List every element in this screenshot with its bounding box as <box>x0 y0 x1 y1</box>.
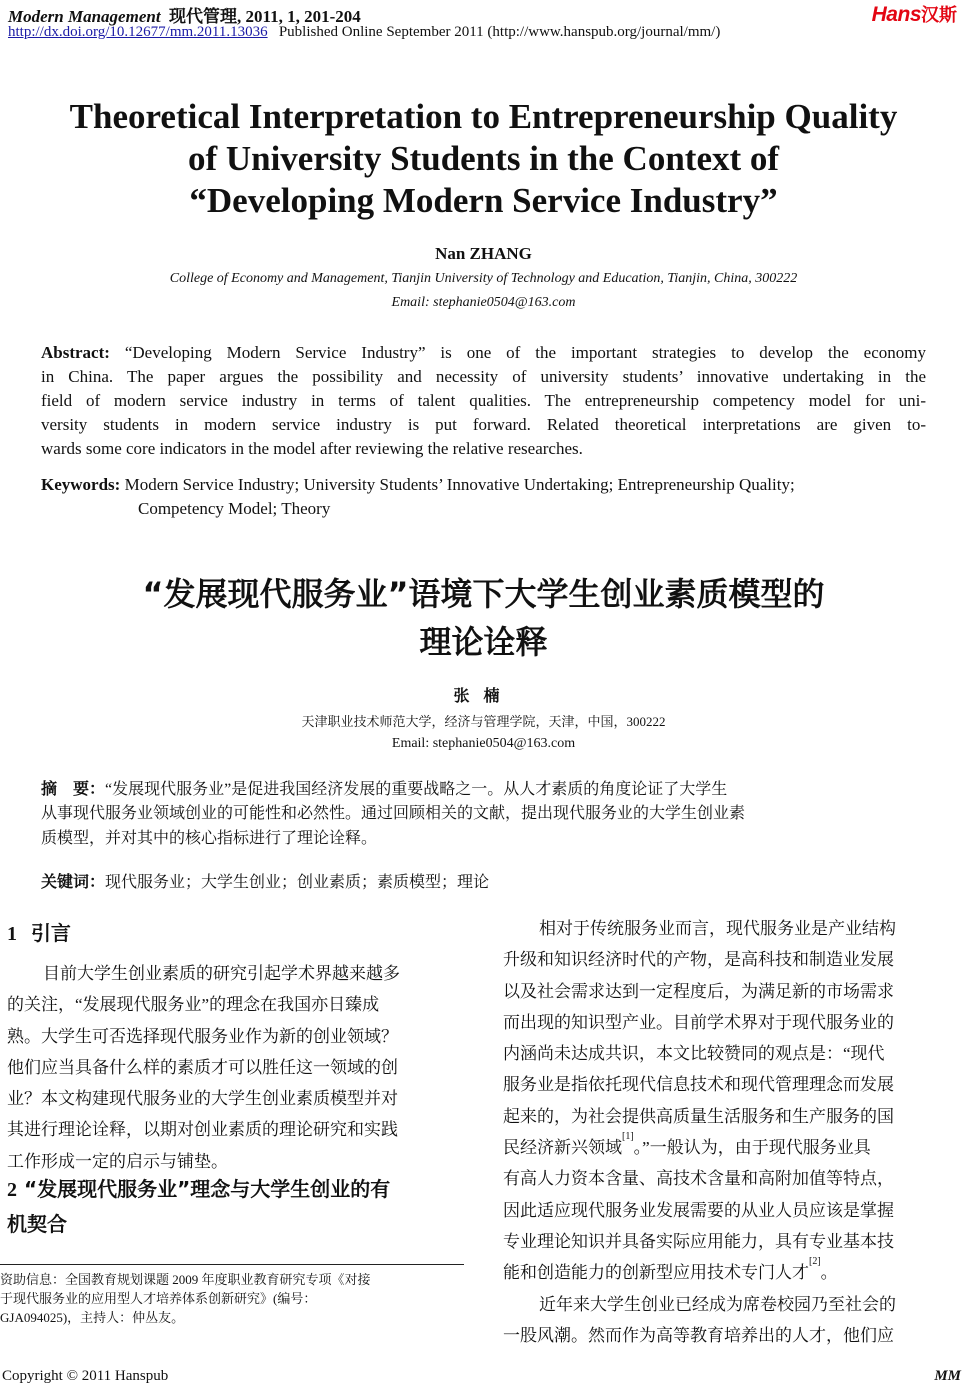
section-number: 2 <box>7 1179 17 1201</box>
footnote-line: 于现代服务业的应用型人才培养体系创新研究》(编号： <box>0 1291 317 1306</box>
abstract-line: versity students in modern service industry is put forward. Related theoretical interpretations are given to- <box>41 415 926 434</box>
heading-line <box>7 1172 467 1207</box>
body-line: 的关注，“发展现代服务业”的理念在我国亦日臻成 <box>7 995 380 1015</box>
abstract-en <box>41 341 926 461</box>
body-line: 内涵尚未达成共识，本文比较赞同的观点是：“现代 <box>503 1044 885 1064</box>
citation-ref[interactable]: [1] <box>622 1131 634 1143</box>
published-info: Published Online September 2011 (http://www.hanspub.org/journal/mm/) <box>278 24 721 40</box>
abstract-line: field of modern service industry in terms of talent qualities. The entrepreneurship competency model for uni- <box>41 391 926 410</box>
hans-logo <box>872 1 957 27</box>
body-text: 民经济新兴领域 <box>503 1138 622 1158</box>
abstract-line: 质模型，并对其中的核心指标进行了理论诠释。 <box>41 830 378 847</box>
paper-title-en <box>0 96 967 222</box>
title-line: of University Students in the Context of <box>187 139 780 178</box>
affiliation-cn: 天津职业技术师范大学，经济与管理学院，天津，中国，300222 <box>301 714 666 729</box>
copyright: Copyright © 2011 Hanspub <box>2 1368 169 1384</box>
logo-text-cn: 汉斯 <box>921 5 957 25</box>
keywords-text: 现代服务业；大学生创业；创业素质；素质模型；理论 <box>105 874 490 891</box>
abstract-label: 摘 要： <box>41 779 106 798</box>
heading-line: 机契合 <box>7 1212 67 1236</box>
left-column-text <box>7 958 464 1177</box>
body-line: 熟。大学生可否选择现代服务业作为新的创业领域？ <box>7 1026 398 1046</box>
abstract-text: “Developing Modern Service Industry” is one of the important strategies to develop the economy <box>124 343 926 362</box>
body-line: 起来的，为社会提供高质量生活服务和生产服务的国 <box>503 1106 894 1126</box>
journal-name: Modern Management <box>8 7 161 26</box>
body-text: 能和创造能力的创新型应用技术专门人才 <box>503 1263 809 1283</box>
footnote-divider <box>0 1264 464 1265</box>
body-line <box>503 1132 963 1163</box>
journal-abbreviation: MM <box>934 1368 961 1384</box>
abstract-line: wards some core indicators in the model after reviewing the relative researches. <box>41 439 583 458</box>
abstract-label: Abstract: <box>41 343 110 362</box>
keywords-label: Keywords: <box>41 475 121 494</box>
body-line: 他们应当具备什么样的素质才可以胜任这一领域的创 <box>7 1057 398 1077</box>
body-line: 有高人力资本含量、高技术含量和高附加值等特点， <box>503 1169 894 1189</box>
abstract-line: in China. The paper argues the possibility and necessity of university students’ innovative undertaking in the <box>41 367 926 386</box>
section-title: “发展现代服务业”理念与大学生创业的有 <box>23 1177 391 1201</box>
keywords-label: 关键词： <box>41 872 106 891</box>
abstract-cn <box>41 776 926 851</box>
body-text: 。”一般认为，由于现代服务业具 <box>633 1138 871 1158</box>
body-line: 目前大学生创业素质的研究引起学术界越来越多 <box>43 964 400 983</box>
journal-issue-info: 现代管理, 2011, 1, 201-204 <box>169 7 361 26</box>
title-line: 理论诠释 <box>419 623 548 661</box>
body-line: 服务业是指依托现代信息技术和现代管理理念而发展 <box>503 1075 894 1095</box>
section-heading-1 <box>7 917 71 946</box>
keywords-en <box>41 473 931 521</box>
body-line: 其进行理论诠释，以期对创业素质的理论研究和实践 <box>7 1120 398 1140</box>
keywords-text: Competency Model; Theory <box>138 499 331 518</box>
title-line: “发展现代服务业”语境下大学生创业素质模型的 <box>142 575 825 613</box>
author-en: Nan ZHANG <box>435 244 532 263</box>
keywords-text: Modern Service Industry; University Students’ Innovative Undertaking; Entrepreneurship Quality; <box>124 475 795 494</box>
body-line: 因此适应现代服务业发展需要的从业人员应该是掌握 <box>503 1200 894 1220</box>
footnote-line: GJA094025)，主持人：仲丛友。 <box>0 1310 185 1325</box>
body-line: 以及社会需求达到一定程度后，为满足新的市场需求 <box>503 981 894 1001</box>
abstract-line: 从事现代服务业领域创业的可能性和必然性。通过回顾相关的文献，提出现代服务业的大学生创业素 <box>41 805 746 822</box>
citation-ref[interactable]: [2] <box>809 1256 821 1268</box>
body-text: 。 <box>820 1263 838 1283</box>
body-line <box>503 1257 963 1288</box>
doi-link[interactable]: http://dx.doi.org/10.12677/mm.2011.13036 <box>8 24 268 40</box>
email-en: Email: stephanie0504@163.com <box>391 295 576 310</box>
body-line: 升级和知识经济时代的产物，是高科技和制造业发展 <box>503 950 894 970</box>
abstract-text: “发展现代服务业”是促进我国经济发展的重要战略之一。从人才素质的角度论证了大学生 <box>105 781 728 798</box>
body-line: 相对于传统服务业而言，现代服务业是产业结构 <box>539 919 896 938</box>
abstract-line <box>41 776 926 801</box>
author-cn: 张楠 <box>453 686 514 705</box>
body-line: 专业理论知识并具备实际应用能力，具有专业基本技 <box>503 1231 894 1251</box>
right-column-text <box>503 913 963 1351</box>
abstract-line <box>41 341 926 365</box>
footnote-line: 资助信息：全国教育规划课题 2009 年度职业教育研究专项《对接 <box>0 1272 371 1287</box>
section-number: 1 <box>7 923 17 945</box>
body-line: 近年来大学生创业已经成为席卷校园乃至社会的 <box>539 1294 896 1314</box>
title-line: “Developing Modern Service Industry” <box>189 181 778 220</box>
keywords-cn <box>41 869 926 892</box>
body-line: 而出现的知识型产业。目前学术界对于现代服务业的 <box>503 1012 894 1032</box>
section-heading-2 <box>7 1172 467 1241</box>
body-line: 工作形成一定的启示与铺垫。 <box>7 1151 228 1171</box>
body-line: 业？本文构建现代服务业的大学生创业素质模型并对 <box>7 1089 398 1109</box>
doi-line <box>8 24 720 41</box>
section-title: 引言 <box>30 921 71 945</box>
email-cn: Email: stephanie0504@163.com <box>391 736 576 751</box>
paper-title-cn <box>0 570 967 666</box>
body-line: 一股风潮。然而作为高等教育培养出的人才，他们应 <box>503 1325 894 1345</box>
title-line: Theoretical Interpretation to Entrepreneurship Quality <box>69 97 898 136</box>
footnote-funding <box>0 1270 464 1327</box>
logo-text-en: Hans <box>871 3 921 26</box>
affiliation-en: College of Economy and Management, Tianjin University of Technology and Education, Tianjin, China, 300222 <box>169 271 798 286</box>
